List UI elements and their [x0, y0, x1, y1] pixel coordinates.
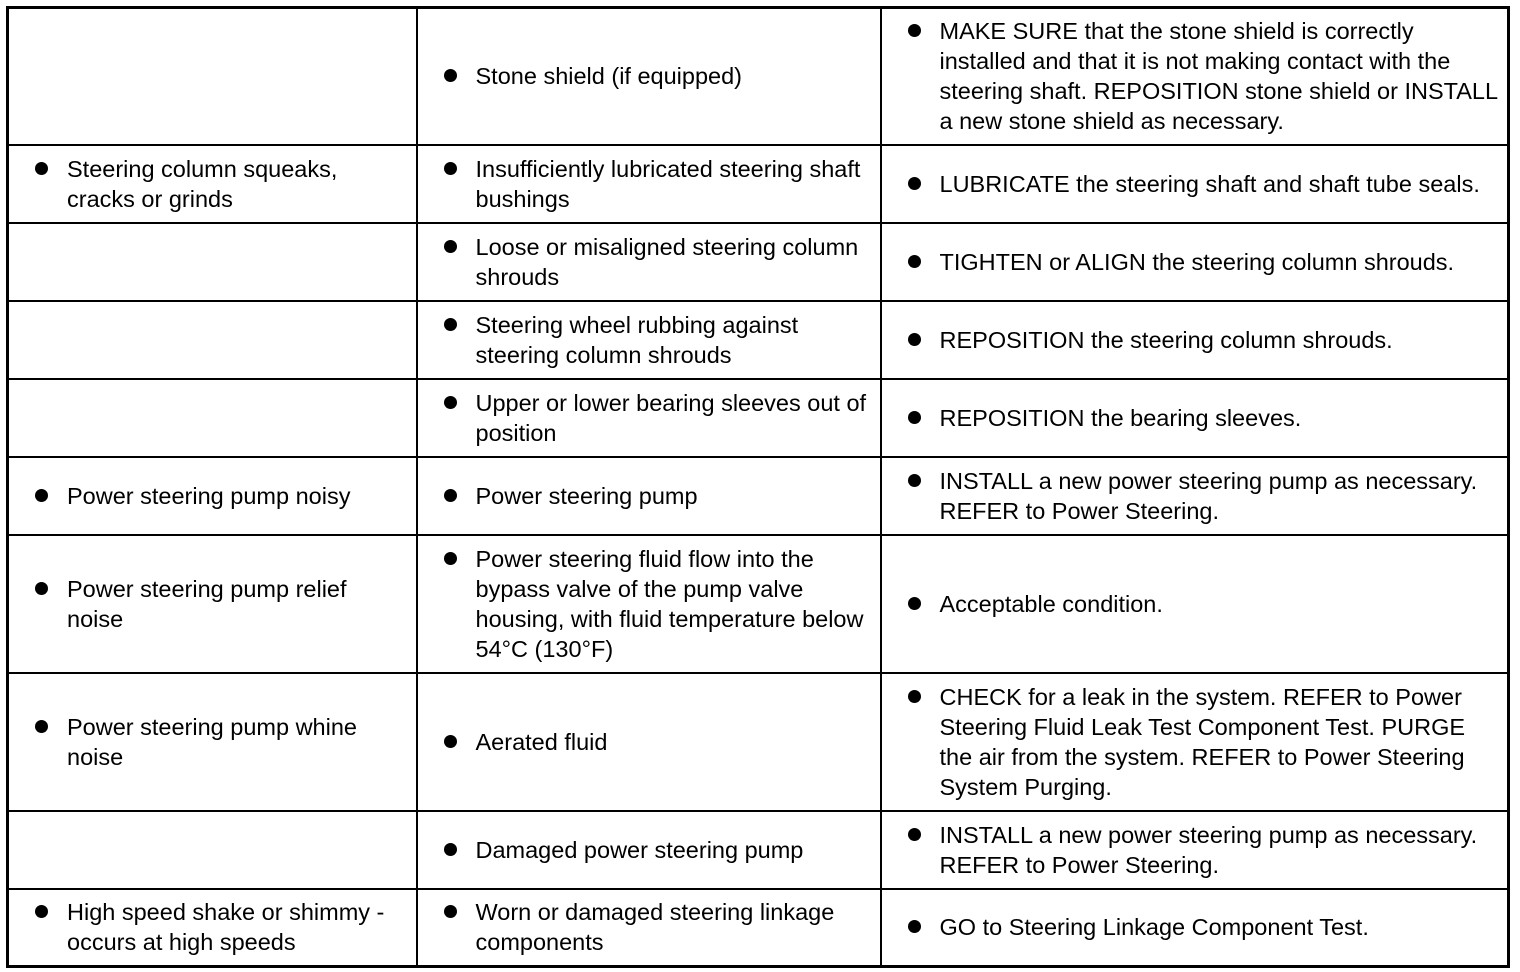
condition-text: High speed shake or shimmy - occurs at high speeds: [9, 897, 416, 957]
source-text: Insufficiently lubricated steering shaft bushings: [418, 154, 880, 214]
action-cell: [881, 145, 1509, 223]
action-text: Acceptable condition.: [882, 589, 1508, 619]
source-text: Loose or misaligned steering column shrouds: [418, 232, 880, 292]
source-cell: [417, 223, 881, 301]
condition-text: Power steering pump whine noise: [9, 712, 416, 772]
table-row: [8, 889, 1509, 967]
source-cell: [417, 301, 881, 379]
condition-cell: [8, 8, 417, 145]
table-row: [8, 8, 1509, 145]
condition-cell: [8, 535, 417, 673]
action-cell: [881, 8, 1509, 145]
source-text: Steering wheel rubbing against steering column shrouds: [418, 310, 880, 370]
source-cell: [417, 8, 881, 145]
action-cell: [881, 673, 1509, 811]
source-text: Damaged power steering pump: [418, 835, 880, 865]
source-cell: [417, 811, 881, 889]
diagnosis-table: [6, 6, 1510, 968]
action-text: MAKE SURE that the stone shield is correctly installed and that it is not making contact with the steering shaft. REPOSITION stone shield or INSTALL a new stone shield as necessary.: [882, 16, 1508, 136]
condition-text: Power steering pump relief noise: [9, 574, 416, 634]
condition-cell: [8, 223, 417, 301]
source-cell: [417, 535, 881, 673]
action-text: INSTALL a new power steering pump as necessary. REFER to Power Steering.: [882, 820, 1508, 880]
condition-text: Power steering pump noisy: [9, 481, 416, 511]
action-text: GO to Steering Linkage Component Test.: [882, 912, 1508, 942]
source-cell: [417, 889, 881, 967]
action-cell: [881, 301, 1509, 379]
condition-cell: [8, 457, 417, 535]
action-text: REPOSITION the bearing sleeves.: [882, 403, 1508, 433]
condition-cell: [8, 673, 417, 811]
source-text: Worn or damaged steering linkage components: [418, 897, 880, 957]
table-row: [8, 301, 1509, 379]
condition-cell: [8, 145, 417, 223]
source-cell: [417, 379, 881, 457]
source-text: Upper or lower bearing sleeves out of position: [418, 388, 880, 448]
source-cell: [417, 457, 881, 535]
action-text: CHECK for a leak in the system. REFER to Power Steering Fluid Leak Test Component Test. PURGE the air from the system. REFER to Power Steering System Purging.: [882, 682, 1508, 802]
condition-cell: [8, 379, 417, 457]
action-cell: [881, 223, 1509, 301]
table-row: [8, 379, 1509, 457]
source-cell: [417, 673, 881, 811]
condition-cell: [8, 811, 417, 889]
table-row: [8, 535, 1509, 673]
source-text: Power steering pump: [418, 481, 880, 511]
action-text: TIGHTEN or ALIGN the steering column shrouds.: [882, 247, 1508, 277]
action-cell: [881, 535, 1509, 673]
action-text: REPOSITION the steering column shrouds.: [882, 325, 1508, 355]
action-text: INSTALL a new power steering pump as necessary. REFER to Power Steering.: [882, 466, 1508, 526]
table-row: [8, 145, 1509, 223]
table-row: [8, 811, 1509, 889]
condition-cell: [8, 889, 417, 967]
action-cell: [881, 379, 1509, 457]
source-text: Power steering fluid flow into the bypass valve of the pump valve housing, with fluid temperature below 54°C (130°F): [418, 544, 880, 664]
condition-cell: [8, 301, 417, 379]
source-text: Aerated fluid: [418, 727, 880, 757]
table-row: [8, 673, 1509, 811]
source-text: Stone shield (if equipped): [418, 61, 880, 91]
action-text: LUBRICATE the steering shaft and shaft tube seals.: [882, 169, 1508, 199]
action-cell: [881, 889, 1509, 967]
table-row: [8, 457, 1509, 535]
table-row: [8, 223, 1509, 301]
source-cell: [417, 145, 881, 223]
action-cell: [881, 811, 1509, 889]
condition-text: Steering column squeaks, cracks or grinds: [9, 154, 416, 214]
action-cell: [881, 457, 1509, 535]
